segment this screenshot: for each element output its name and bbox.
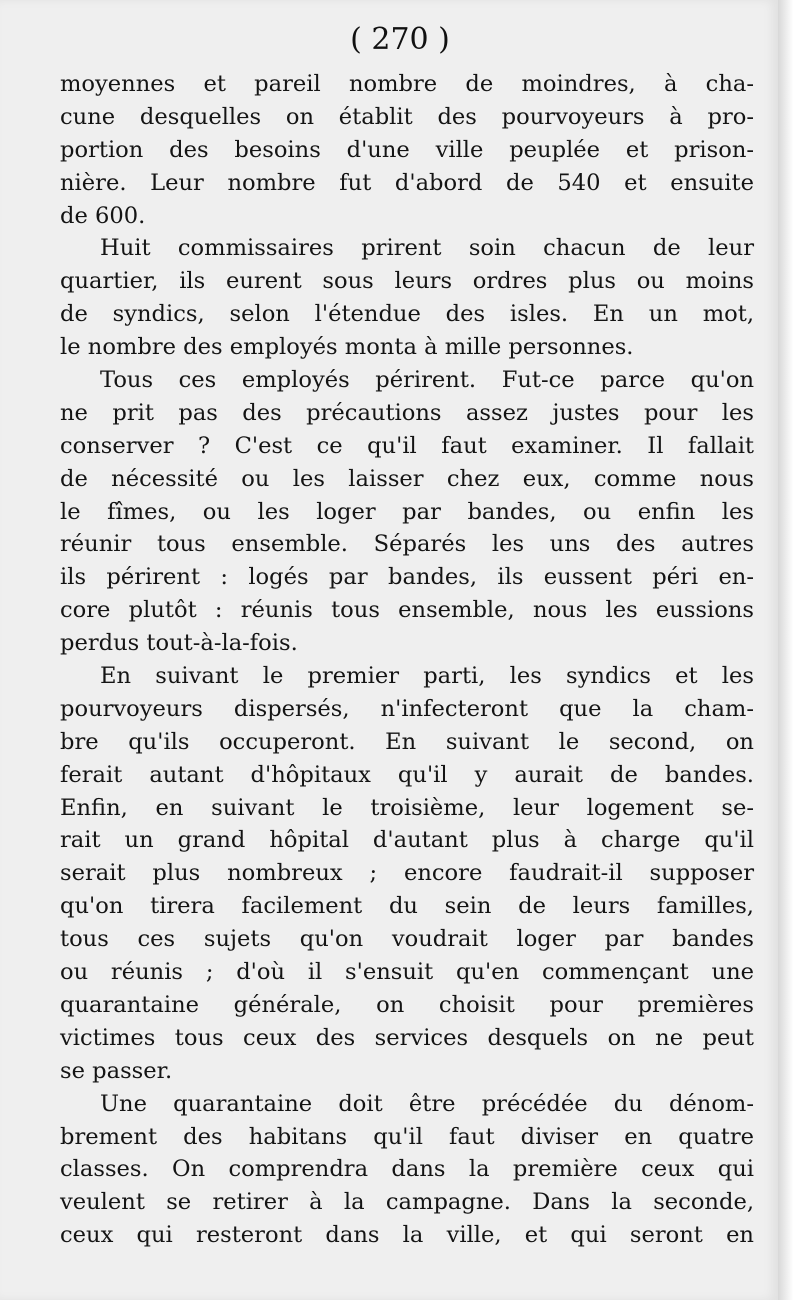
text-line: moyennes et pareil nombre de moindres, à cha- [60, 71, 754, 97]
text-line: le fîmes, ou les loger par bandes, ou enfin les [60, 498, 754, 525]
text-line: core plutôt : réunis tous ensemble, nous les eussions [60, 597, 754, 624]
text-line: ils périrent : logés par bandes, ils eussent péri en- [60, 564, 754, 591]
text-line: se passer. [60, 1057, 173, 1084]
text-line: victimes tous ceux des services desquels on ne peut [60, 1024, 754, 1051]
text-line: ou réunis ; d'où il s'ensuit qu'en commençant une [60, 959, 754, 986]
text-line: serait plus nombreux ; encore faudrait-il supposer [60, 860, 754, 887]
text-line: quarantaine générale, on choisit pour premières [60, 991, 754, 1018]
text-line: cune desquelles on établit des pourvoyeurs à pro- [60, 103, 754, 130]
page-edge [778, 0, 800, 1300]
text-line: ceux qui resteront dans la ville, et qui seront en [60, 1222, 754, 1249]
text-line: conserver ? C'est ce qu'il faut examiner. Il fallait [60, 432, 754, 459]
text-line: de 600. [60, 202, 146, 229]
text-line: qu'on tirera facilement du sein de leurs familles, [60, 893, 754, 920]
text-line: le nombre des employés monta à mille personnes. [60, 334, 634, 361]
text-line: pourvoyeurs dispersés, n'infecteront que la cham- [60, 695, 754, 722]
text-line: réunir tous ensemble. Séparés les uns des autres [60, 531, 754, 558]
text-line: Enfin, en suivant le troisième, leur logement se- [60, 794, 754, 821]
text-line: Tous ces employés périrent. Fut-ce parce qu'on [100, 367, 754, 394]
text-line: rait un grand hôpital d'autant plus à charge qu'il [60, 827, 754, 854]
text-line: perdus tout-à-la-fois. [60, 630, 298, 657]
text-line: tous ces sujets qu'on voudrait loger par bandes [60, 926, 754, 953]
text-line: quartier, ils eurent sous leurs ordres plus ou moins [60, 268, 754, 295]
text-line: classes. On comprendra dans la première ceux qui [60, 1156, 754, 1183]
text-line: ferait autant d'hôpitaux qu'il y aurait de bandes. [60, 761, 754, 788]
text-line: bre qu'ils occuperont. En suivant le second, on [60, 728, 754, 755]
text-line: Huit commissaires prirent soin chacun de leur [100, 235, 754, 262]
body-text [60, 68, 754, 1252]
text-line: portion des besoins d'une ville peuplée et prison- [60, 136, 754, 163]
text-line: veulent se retirer à la campagne. Dans la seconde, [60, 1189, 754, 1216]
text-line: brement des habitans qu'il faut diviser en quatre [60, 1123, 754, 1150]
text-line: ne prit pas des précautions assez justes pour les [60, 399, 754, 426]
text-line: de syndics, selon l'étendue des isles. En un mot, [60, 301, 754, 328]
text-line: Une quarantaine doit être précédée du dénom- [100, 1090, 754, 1117]
text-line: de nécessité ou les laisser chez eux, comme nous [60, 465, 754, 492]
text-line: nière. Leur nombre fut d'abord de 540 et ensuite [60, 169, 754, 196]
text-line: En suivant le premier parti, les syndics et les [100, 663, 754, 690]
page-number: ( 270 ) [350, 22, 450, 57]
